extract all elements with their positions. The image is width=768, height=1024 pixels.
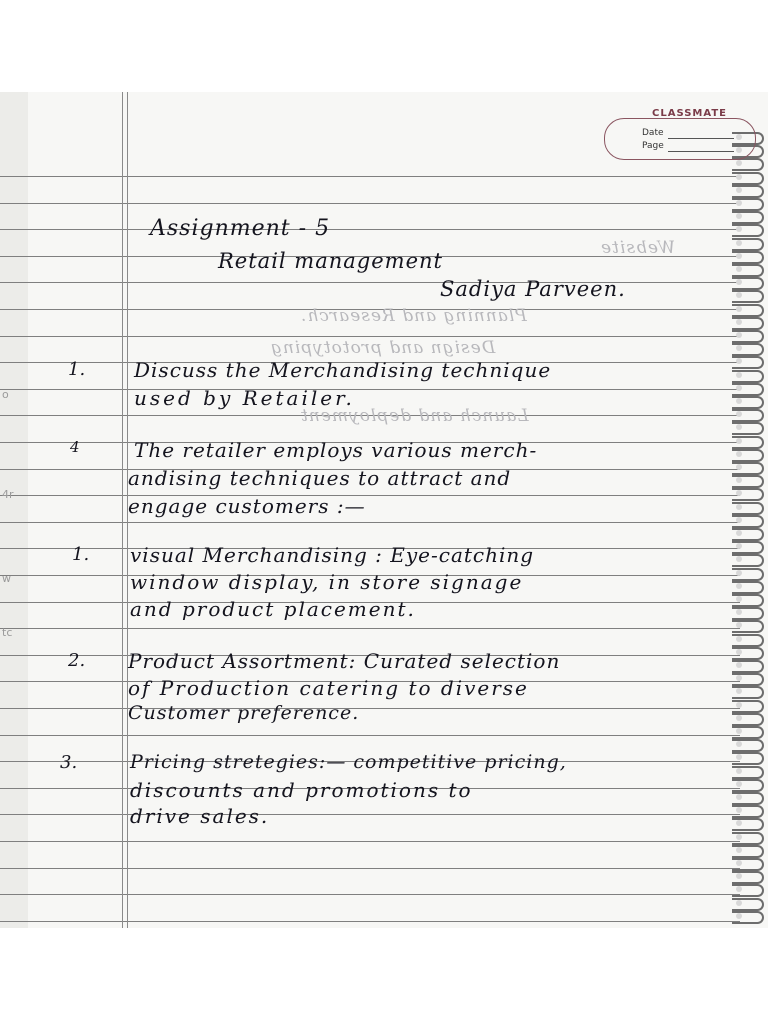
ruled-line — [0, 708, 740, 709]
binding-hole — [736, 372, 742, 378]
author-name: Sadiya Parveen. — [440, 277, 626, 301]
point-number: 3. — [60, 752, 78, 773]
binding-hole — [736, 913, 742, 919]
binding-hole — [736, 900, 742, 906]
answer-marker: 4 — [70, 438, 80, 456]
brand-name: CLASSMATE — [652, 108, 727, 119]
assignment-title: Assignment - 5 — [150, 216, 331, 241]
binding-hole — [736, 517, 742, 523]
question-number: 1. — [68, 359, 86, 380]
binding-hole — [736, 649, 742, 655]
question-line-2: used by Retailer. — [134, 386, 355, 410]
point-2-line-2: of Production catering to diverse — [128, 676, 529, 700]
binding-hole — [736, 411, 742, 417]
answer-line-2: andising techniques to attract and — [128, 466, 512, 490]
ruled-line — [0, 522, 740, 523]
brand-frame — [604, 118, 756, 160]
ruled-line — [0, 282, 740, 283]
binding-hole — [736, 319, 742, 325]
point-1-line-3: and product placement. — [130, 597, 416, 621]
show-through-text: Website — [600, 238, 676, 258]
binding-hole — [736, 754, 742, 760]
ruled-line — [0, 735, 740, 736]
edge-mark: 4r — [2, 488, 14, 501]
binding-hole — [736, 556, 742, 562]
binding-hole — [736, 622, 742, 628]
binding-hole — [736, 279, 742, 285]
assignment-subject: Retail management — [218, 249, 443, 273]
show-through-text: Launch and deployment — [300, 406, 529, 426]
notebook-page — [0, 92, 768, 928]
ruled-line — [0, 336, 740, 337]
binding-hole — [736, 530, 742, 536]
binding-hole — [736, 794, 742, 800]
binding-hole — [736, 886, 742, 892]
answer-line-3: engage customers :— — [128, 494, 366, 518]
binding-hole — [736, 266, 742, 272]
point-1-line-1: visual Merchandising : Eye-catching — [130, 543, 535, 567]
show-through-text: Planning and Research. — [300, 306, 527, 326]
binding-hole — [736, 781, 742, 787]
ruled-line — [0, 814, 740, 815]
binding-hole — [736, 292, 742, 298]
ruled-line — [0, 495, 740, 496]
binding-hole — [736, 702, 742, 708]
binding-hole — [736, 451, 742, 457]
binding-hole — [736, 688, 742, 694]
binding-hole — [736, 345, 742, 351]
brand-header — [604, 110, 754, 154]
point-1-line-2: window display, in store signage — [130, 570, 524, 594]
point-number: 2. — [68, 650, 86, 671]
binding-hole — [736, 306, 742, 312]
ruled-line — [0, 203, 740, 204]
binding-hole — [736, 583, 742, 589]
binding-hole — [736, 609, 742, 615]
binding-hole — [736, 596, 742, 602]
point-number: 1. — [72, 544, 90, 565]
margin-line — [122, 92, 123, 928]
question-line-1: Discuss the Merchandising technique — [134, 358, 552, 382]
binding-hole — [736, 636, 742, 642]
point-3-line-3: drive sales. — [130, 804, 270, 828]
edge-mark: w — [2, 572, 11, 585]
binding-hole — [736, 200, 742, 206]
binding-hole — [736, 675, 742, 681]
ruled-line — [0, 628, 740, 629]
binding-hole — [736, 187, 742, 193]
binding-hole — [736, 741, 742, 747]
binding-hole — [736, 253, 742, 259]
binding-hole — [736, 358, 742, 364]
ruled-line — [0, 229, 740, 230]
point-2-line-1: Product Assortment: Curated selection — [128, 649, 561, 673]
point-3-line-1: Pricing stretegies:— competitive pricing, — [130, 751, 567, 773]
binding-hole — [736, 332, 742, 338]
edge-mark: tc — [2, 626, 13, 639]
binding-hole — [736, 662, 742, 668]
ruled-line — [0, 868, 740, 869]
show-through-text: Design and prototyping — [270, 338, 496, 358]
binding-hole — [736, 464, 742, 470]
ruled-line — [0, 841, 740, 842]
ruled-line — [0, 389, 740, 390]
binding-hole — [736, 477, 742, 483]
binding-hole — [736, 424, 742, 430]
binding-hole — [736, 490, 742, 496]
binding-hole — [736, 820, 742, 826]
point-2-line-3: Customer preference. — [128, 702, 360, 724]
page-line — [668, 151, 734, 152]
binding-hole — [736, 570, 742, 576]
edge-mark: o — [2, 388, 9, 401]
binding-hole — [736, 715, 742, 721]
point-3-line-2: discounts and promotions to — [130, 778, 473, 802]
binding-hole — [736, 728, 742, 734]
binding-hole — [736, 438, 742, 444]
binding-hole — [736, 834, 742, 840]
binding-hole — [736, 226, 742, 232]
answer-line-1: The retailer employs various merch- — [134, 438, 538, 462]
binding-hole — [736, 768, 742, 774]
page-edge-strip — [0, 92, 28, 928]
date-label: Date — [642, 128, 664, 138]
date-line — [668, 138, 734, 139]
binding-hole — [736, 860, 742, 866]
ruled-line — [0, 894, 740, 895]
page-label: Page — [642, 141, 664, 151]
binding-hole — [736, 174, 742, 180]
ruled-line — [0, 176, 740, 177]
binding-hole — [736, 873, 742, 879]
binding-hole — [736, 160, 742, 166]
binding-hole — [736, 240, 742, 246]
binding-hole — [736, 807, 742, 813]
binding-hole — [736, 385, 742, 391]
ruled-line — [0, 921, 740, 922]
binding-hole — [736, 213, 742, 219]
binding-hole — [736, 398, 742, 404]
binding-hole — [736, 504, 742, 510]
binding-hole — [736, 543, 742, 549]
binding-hole — [736, 847, 742, 853]
